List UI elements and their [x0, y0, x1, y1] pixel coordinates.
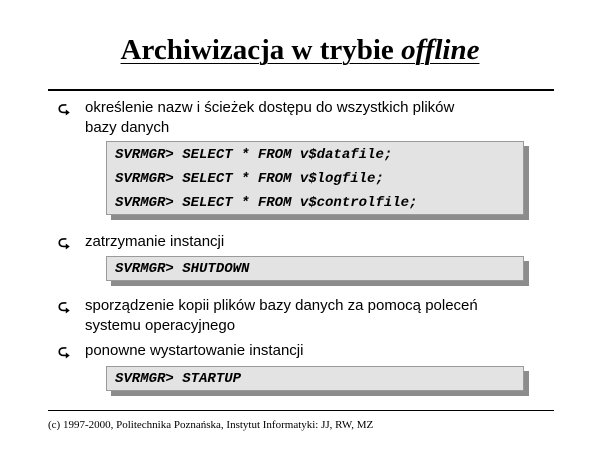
code-line: SVRMGR> SELECT * FROM v$logfile; [115, 171, 384, 187]
arrow-bullet-icon: ⮎ [58, 342, 71, 360]
slide-title [0, 34, 600, 67]
footer-copyright: (c) 1997-2000, Politechnika Poznańska, Instytut Informatyki: JJ, RW, MZ [48, 419, 374, 431]
arrow-bullet-icon: ⮎ [58, 233, 71, 251]
arrow-bullet-icon: ⮎ [58, 99, 71, 117]
code-block [106, 141, 524, 215]
bullet-text-line: systemu operacyjnego [85, 317, 236, 334]
code-block [106, 366, 524, 391]
bullet-text-line: określenie nazw i ścieżek dostępu do wszystkich plików [85, 99, 455, 116]
top-divider [48, 89, 554, 91]
code-line: SVRMGR> SHUTDOWN [115, 261, 250, 277]
code-line: SVRMGR> STARTUP [115, 371, 242, 387]
bullet-item [58, 296, 558, 336]
bullet-text-line: sporządzenie kopii plików bazy danych za pomocą poleceń [85, 297, 478, 314]
slide-title-main: Archiwizacja w trybie [120, 34, 402, 66]
slide-title-emphasis: offline [401, 34, 480, 66]
code-line: SVRMGR> SELECT * FROM v$datafile; [115, 147, 393, 163]
bullet-item [58, 232, 558, 252]
code-line: SVRMGR> SELECT * FROM v$controlfile; [115, 195, 418, 211]
bullet-item [58, 98, 558, 138]
bullet-text-line: ponowne wystartowanie instancji [85, 342, 304, 359]
bullet-item [58, 341, 558, 361]
bullet-text-line: zatrzymanie instancji [85, 233, 225, 250]
bottom-divider [48, 410, 554, 411]
bullet-text-line: bazy danych [85, 119, 170, 136]
arrow-bullet-icon: ⮎ [58, 297, 71, 315]
code-block [106, 256, 524, 281]
